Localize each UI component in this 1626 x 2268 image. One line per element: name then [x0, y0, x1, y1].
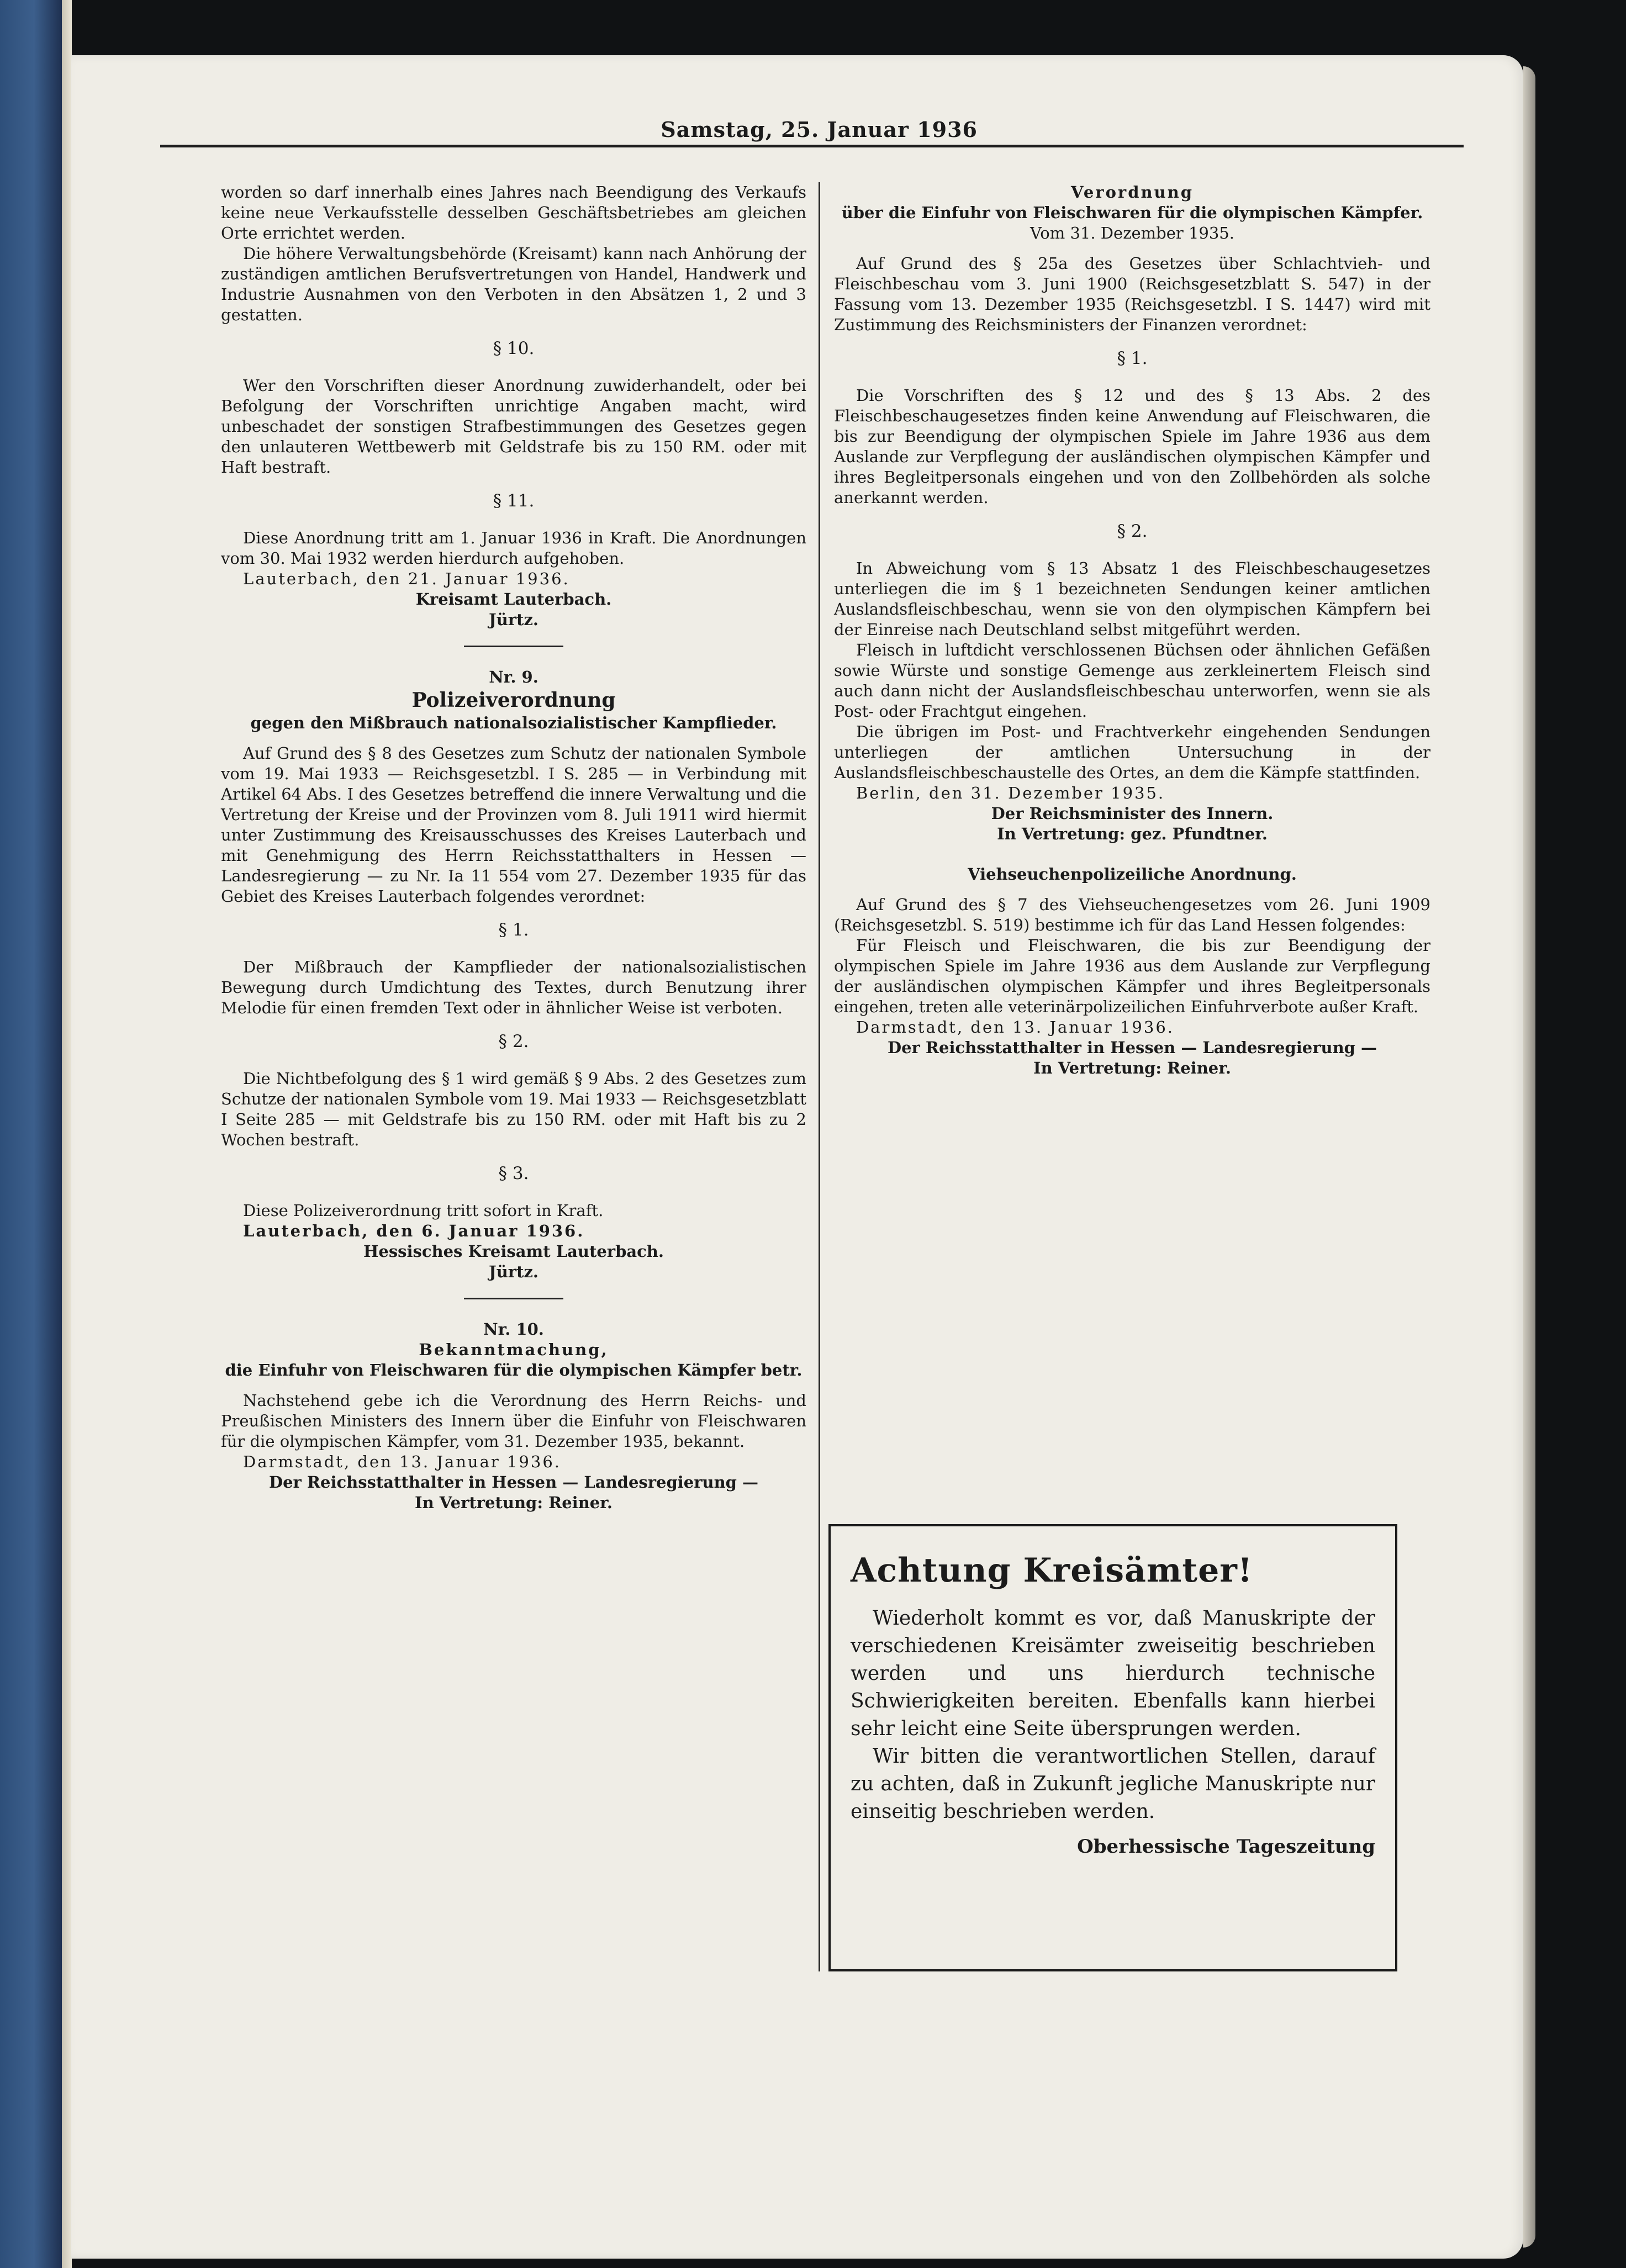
notice-subtitle: über die Einfuhr von Fleischwaren für die olympischen Kämpfer.: [841, 203, 1423, 222]
page-edge: [1523, 66, 1535, 2248]
notice-title: Verordnung: [1071, 183, 1194, 202]
notice-title: Viehseuchenpolizeiliche Anordnung.: [968, 865, 1297, 884]
book-binding: [0, 0, 62, 2268]
separator: [464, 646, 563, 647]
place-date: Lauterbach, den 21. Januar 1936.: [243, 569, 570, 588]
paragraph: Die Nichtbefolgung des § 1 wird gemäß § 9 Abs. 2 des Gesetzes zum Schutze der nationalen Symbole vom 19. Mai 1933 — Reichsgesetzblatt I Seite 285 — mit Geldstrafe bis zu 150 RM. oder mit Haft bis zu 2 Wochen bestraft.: [221, 1069, 806, 1149]
place-date: Berlin, den 31. Dezember 1935.: [856, 784, 1165, 802]
paragraph: Diese Polizeiverordnung tritt sofort in Kraft.: [243, 1201, 604, 1220]
notice-subtitle: die Einfuhr von Fleischwaren für die olympischen Kämpfer betr.: [225, 1361, 803, 1379]
boxed-notice-paragraph: Wiederholt kommt es vor, daß Manuskripte der verschiedenen Kreisämter zweiseitig beschrieben werden und uns hierdurch technische Schwierigkeiten bereiten. Ebenfalls kann hierbei sehr leicht eine Seite übersprungen werden.: [851, 1607, 1375, 1740]
paragraph: Auf Grund des § 8 des Gesetzes zum Schutz der nationalen Symbole vom 19. Mai 1933 — Reichsgesetzbl. I S. 285 — in Verbindung mit Artikel 64 Abs. I des Gesetzes betreffend die innere Verwaltung und die Vertretung der Kreise und der Provinzen vom 8. Juli 1911 wird hiermit unter Zustimmung des Kreisausschusses des Kreises Lauterbach und mit Genehmigung des Herrn Reichsstatthalters in Hessen — Landesregierung — zu Nr. Ia 11 554 vom 27. Dezember 1935 für das Gebiet des Kreises Lauterbach folgendes verordnet:: [221, 744, 806, 906]
page-header: [160, 117, 978, 146]
place-date: Darmstadt, den 13. Januar 1936.: [856, 1018, 1175, 1037]
signature-name: In Vertretung: Reiner.: [1033, 1059, 1231, 1077]
signature-authority: Der Reichsstatthalter in Hessen — Landesregierung —: [887, 1038, 1377, 1057]
paragraph: Die Vorschriften des § 12 und des § 13 Abs. 2 des Fleischbeschaugesetzes finden keine Anwendung auf Fleischwaren, die bis zur Beendigung der olympischen Spiele im Jahre 1936 aus dem Auslande zur Verpflegung der ausländischen olympischen Kämpfer und ihres Begleitpersonals eingehen und von den Zollbehörden als solche anerkannt werden.: [834, 386, 1430, 507]
notice-title: Bekanntmachung,: [419, 1340, 609, 1359]
signature-name: In Vertretung: gez. Pfundtner.: [997, 824, 1268, 843]
paragraph: worden so darf innerhalb eines Jahres nach Beendigung des Verkaufs keine neue Verkaufsstelle desselben Geschäftsbetriebes am gleichen Orte errichtet werden.: [221, 183, 806, 242]
boxed-notice: [828, 1524, 1397, 1971]
signature-name: Jürtz.: [488, 1262, 539, 1281]
signature-authority: Der Reichsminister des Innern.: [991, 804, 1274, 823]
signature-name: Jürtz.: [488, 610, 539, 629]
boxed-notice-paragraph: Wir bitten die verantwortlichen Stellen, darauf zu achten, daß in Zukunft jegliche Manuskripte nur einseitig beschrieben werden.: [851, 1745, 1375, 1823]
header-rule: [160, 145, 1464, 147]
notice-number: Nr. 9.: [489, 668, 539, 686]
boxed-notice-content: [851, 1551, 1375, 1858]
paragraph: Wer den Vorschriften dieser Anordnung zuwiderhandelt, oder bei Befolgung der Vorschriften unrichtige Angaben macht, wird unbeschadet der sonstigen Strafbestimmungen des Gesetzes gegen den unlauteren Wettbewerb mit Geldstrafe bis zu 150 RM. oder mit Haft bestraft.: [221, 376, 806, 477]
signature-authority: Kreisamt Lauterbach.: [415, 590, 612, 609]
header-date: Samstag, 25. Januar 1936: [661, 117, 978, 142]
section-heading: § 11.: [493, 491, 535, 511]
section-heading: § 2.: [1117, 521, 1148, 541]
signature-authority: Hessisches Kreisamt Lauterbach.: [363, 1242, 664, 1261]
place-date: Darmstadt, den 13. Januar 1936.: [243, 1452, 562, 1471]
notice-number: Nr. 10.: [483, 1320, 544, 1339]
boxed-notice-signature: Oberhessische Tageszeitung: [1077, 1836, 1375, 1858]
notice-title: Polizeiverordnung: [411, 689, 616, 712]
paragraph: Der Mißbrauch der Kampflieder der nationalsozialistischen Bewegung durch Umdichtung des Textes, durch Benutzung ihrer Melodie für einen fremden Text oder in ähnlicher Weise ist verboten.: [221, 958, 806, 1017]
signature-authority: Der Reichsstatthalter in Hessen — Landesregierung —: [268, 1473, 759, 1492]
notice-subtitle: gegen den Mißbrauch nationalsozialistischer Kampflieder.: [250, 713, 777, 732]
paragraph: Die übrigen im Post- und Frachtverkehr eingehenden Sendungen unterliegen der amtlichen Untersuchung in der Auslandsfleischbeschaustelle des Ortes, an dem die Kämpfe stattfinden.: [834, 722, 1430, 782]
paragraph: Nachstehend gebe ich die Verordnung des Herrn Reichs- und Preußischen Ministers des Innern über die Einfuhr von Fleischwaren für die olympischen Kämpfer, vom 31. Dezember 1935, bekannt.: [221, 1391, 806, 1451]
paragraph: Diese Anordnung tritt am 1. Januar 1936 in Kraft. Die Anordnungen vom 30. Mai 1932 werden hierdurch aufgehoben.: [221, 528, 806, 568]
section-heading: § 2.: [498, 1032, 529, 1051]
paragraph: Auf Grund des § 7 des Viehseuchengesetzes vom 26. Juni 1909 (Reichsgesetzbl. S. 519) bestimme ich für das Land Hessen folgendes:: [834, 895, 1430, 934]
notice-date: Vom 31. Dezember 1935.: [1030, 224, 1234, 242]
section-heading: § 10.: [493, 339, 535, 358]
paragraph: Die höhere Verwaltungsbehörde (Kreisamt) kann nach Anhörung der zuständigen amtlichen Berufsvertretungen von Handel, Handwerk und Industrie Ausnahmen von den Verboten in den Absätzen 1, 2 und 3 gestatten.: [221, 244, 806, 324]
left-column: [221, 182, 806, 1513]
paragraph: Für Fleisch und Fleischwaren, die bis zur Beendigung der olympischen Spiele im Jahre 1936 aus dem Auslande zur Verpflegung der ausländischen olympischen Kämpfer und ihres Begleitpersonals eingehen, treten alle veterinärpolizeilichen Einfuhrverbote außer Kraft.: [834, 936, 1430, 1016]
place-date: Lauterbach, den 6. Januar 1936.: [243, 1222, 585, 1240]
section-heading: § 1.: [1117, 348, 1148, 368]
section-heading: § 1.: [498, 920, 529, 940]
paragraph: In Abweichung vom § 13 Absatz 1 des Fleischbeschaugesetzes unterliegen die im § 1 bezeichneten Sendungen keiner amtlichen Auslandsfleischbeschau, wenn sie von den olympischen Kämpfern bei der Einreise nach Deutschland selbst mitgeführt werden.: [834, 559, 1430, 639]
separator: [464, 1298, 563, 1299]
section-heading: § 3.: [498, 1164, 529, 1183]
signature-name: In Vertretung: Reiner.: [415, 1493, 613, 1512]
column-divider: [819, 182, 820, 1971]
paragraph: Auf Grund des § 25a des Gesetzes über Schlachtvieh- und Fleischbeschau vom 3. Juni 1900 (Reichsgesetzblatt S. 547) in der Fassung vom 13. Dezember 1935 (Reichsgesetzbl. I S. 1447) wird mit Zustimmung des Reichsministers der Finanzen verordnet:: [834, 254, 1430, 334]
right-column: [834, 182, 1430, 1079]
paragraph: Fleisch in luftdicht verschlossenen Büchsen oder ähnlichen Gefäßen sowie Würste und sonstige Gemenge aus zerkleinertem Fleisch sind auch dann nicht der Auslandsfleischbeschau unterworfen, wenn sie als Post- oder Frachtgut eingehen.: [834, 641, 1430, 721]
boxed-notice-title: Achtung Kreisämter!: [851, 1551, 1253, 1590]
